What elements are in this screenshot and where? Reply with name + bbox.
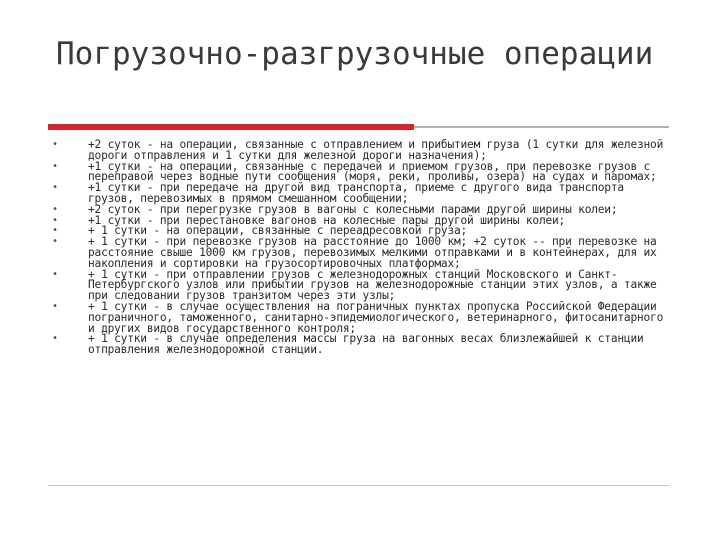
bullet-dot-icon: • [52, 203, 58, 215]
bullet-dot-icon: • [52, 225, 58, 237]
bullet-item [52, 299, 672, 335]
bullet-item [52, 140, 672, 162]
bullet-dot-icon: • [52, 300, 58, 312]
bullet-item [52, 159, 672, 184]
bullet-dot-icon: • [52, 236, 58, 248]
bullet-item [52, 237, 672, 269]
slide-title: Погрузочно-разгрузочные операции [56, 36, 654, 72]
footer-rule [48, 485, 669, 486]
bullet-list [52, 140, 672, 356]
bullet-dot-icon: • [52, 333, 58, 345]
bullet-item [52, 334, 672, 356]
bullet-dot-icon: • [52, 160, 58, 172]
bullet-text: +2 суток - на операции, связанные с отправлением и прибытием груза (1 сутки для железной дороги отправления и 1 сутки для железной дороги назначения); [88, 138, 664, 162]
bullet-text: + 1 сутки - при перевозке грузов на расстояние до 1000 км; +2 суток -- при перевозке на расстояние свыше 1000 км грузов, перевозимых мелкими отправками и в контейнерах, для их накопления и сортировки на грузосортировочных платформах; [88, 235, 657, 270]
bullet-dot-icon: • [52, 182, 58, 194]
bullet-text: +1 сутки - на операции, связанные с передачей и приемом грузов, при перевозке грузов с переправой через водные пути сообщения (моря, реки, проливы, озера) на судах и паромах; [88, 159, 657, 184]
bullet-item [52, 183, 672, 205]
bullet-dot-icon: • [52, 268, 58, 280]
bullet-text: + 1 сутки - на операции, связанные с переадресовкой груза; [88, 224, 468, 238]
bullet-text: + 1 сутки - в случае осуществления на пограничных пунктах пропуска Российской Федерации пограничного, таможенного, санитарно-эпидемиологического, ветеринарного, фитосанитарного и других видов государственного контроля; [88, 299, 664, 335]
bullet-text: +1 сутки - при перестановке вагонов на колесные пары другой ширины колеи; [88, 213, 566, 227]
bullet-text: +1 сутки - при передаче на другой вид транспорта, приеме с другого вида транспорта грузов, перевозимых в прямом смешанном сообщении; [88, 181, 624, 205]
bullet-dot-icon: • [52, 214, 58, 226]
bullet-text: + 1 сутки - в случае определения массы груза на вагонных весах близлежайшей к станции отправления железнодорожной станции. [88, 332, 644, 357]
bullet-dot-icon: • [52, 139, 58, 150]
bullet-text: + 1 сутки - при отправлении грузов с железнодорожных станций Московского и Санкт-Петербургского узлов или прибытии грузов на железнодорожные станции этих узлов, а также при следовании грузов транзитом через эти узлы; [88, 267, 657, 303]
bullet-item [52, 267, 672, 303]
title-underline-rule [414, 126, 669, 128]
title-underline-accent [48, 124, 414, 130]
bullet-text: +2 суток - при перегрузке грузов в вагоны с колесными парами другой ширины колеи; [88, 202, 618, 216]
